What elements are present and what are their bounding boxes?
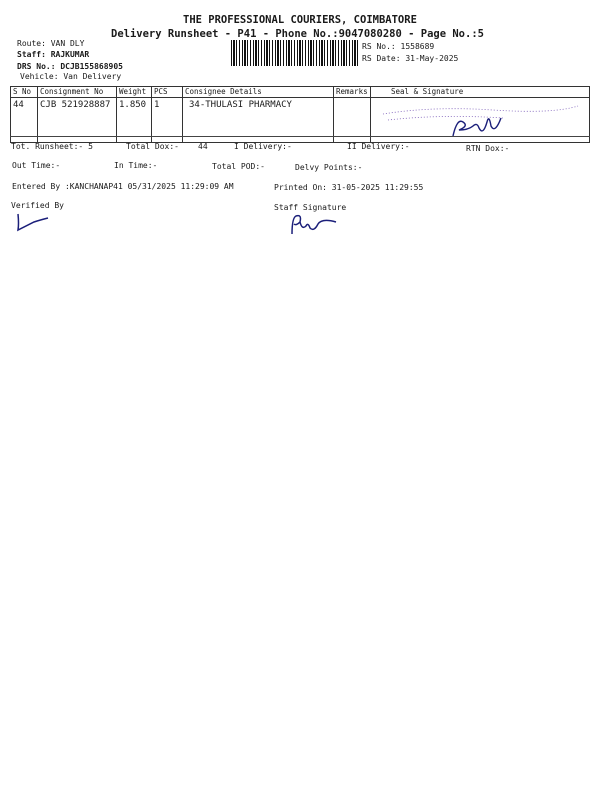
cell-sno: 44	[11, 98, 38, 143]
ii-delivery: II Delivery:-	[347, 142, 410, 151]
col-header-consignment: Consignment No	[38, 87, 117, 98]
separator-line	[10, 136, 590, 137]
total-dox-value: 44	[198, 142, 208, 151]
out-time: Out Time:-	[12, 161, 61, 170]
printed-on: Printed On: 31-05-2025 11:29:55	[274, 183, 424, 192]
col-header-remarks: Remarks	[334, 87, 371, 98]
delvy-points: Delvy Points:-	[295, 163, 363, 172]
staff-label: Staff: RAJKUMAR	[17, 50, 90, 59]
col-header-seal: Seal & Signature	[371, 87, 590, 98]
cell-weight: 1.850	[117, 98, 152, 143]
rtn-dox: RTN Dox:-	[466, 144, 510, 153]
vehicle-label: Vehicle: Van Delivery	[20, 72, 122, 81]
col-header-consignee: Consignee Details	[183, 87, 334, 98]
tot-runsheet: Tot. Runsheet:- 5	[11, 142, 93, 151]
in-time: In Time:-	[114, 161, 158, 170]
barcode	[231, 40, 359, 66]
runsheet-title: Delivery Runsheet - P41 - Phone No.:9047080280 - Page No.:5	[111, 28, 484, 40]
verifier-signature-icon	[14, 212, 54, 234]
i-delivery: I Delivery:-	[234, 142, 292, 151]
col-header-pcs: PCS	[152, 87, 183, 98]
route-label: Route: VAN DLY	[17, 39, 85, 48]
drs-number: DRS No.: DCJB155868905	[17, 62, 123, 71]
rs-date: RS Date: 31-May-2025	[362, 54, 459, 63]
total-pod: Total POD:-	[212, 162, 265, 171]
rs-number: RS No.: 1558689	[362, 42, 435, 51]
verified-by-label: Verified By	[11, 201, 64, 210]
entered-by: Entered By :KANCHANAP41 05/31/2025 11:29:09 AM	[12, 182, 234, 191]
cell-consignee: 34-THULASI PHARMACY	[183, 98, 334, 143]
staff-signature-label: Staff Signature	[274, 203, 347, 212]
runsheet-table	[10, 86, 590, 143]
col-header-sno: S No	[11, 87, 38, 98]
total-dox-label: Total Dox:-	[126, 142, 179, 151]
cell-pcs: 1	[152, 98, 183, 143]
staff-signature-icon	[288, 212, 340, 236]
cell-consignment-no: CJB 521928887	[38, 98, 117, 143]
company-title: THE PROFESSIONAL COURIERS, COIMBATORE	[183, 14, 417, 26]
col-header-weight: Weight	[117, 87, 152, 98]
table-header-row	[11, 87, 590, 98]
